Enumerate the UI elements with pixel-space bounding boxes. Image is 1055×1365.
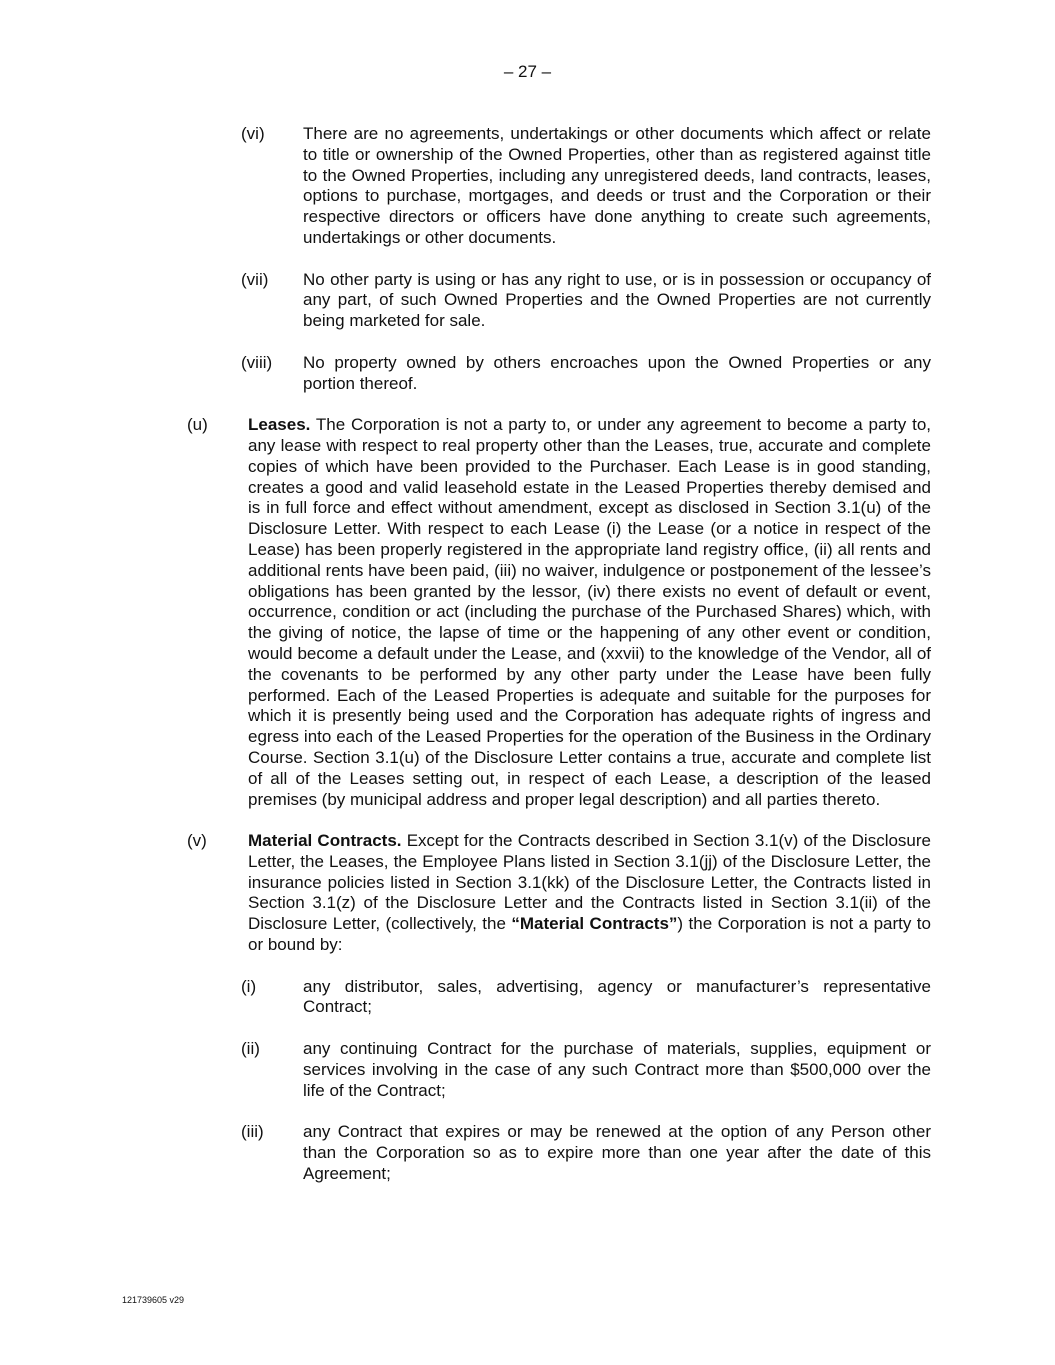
section-u-leases <box>187 415 931 810</box>
clause-text: No other party is using or has any right to use, or is in possession or occupancy of any part, of such Owned Properties and the Owned Properties are not currently being marketed for sale. <box>303 269 931 331</box>
clause-text: any distributor, sales, advertising, agency or manufacturer’s representative Contract; <box>303 976 931 1017</box>
document-body <box>0 124 1055 1205</box>
clause-ii <box>241 1039 931 1101</box>
section-text: The Corporation is not a party to, or under any agreement to become a party to, any lease with respect to real property other than the Leases, true, accurate and complete copies of which have been provided to the Purchaser. Each Lease is in good standing, creates a good and valid leasehold estate in the Leased Properties thereby demised and is in full force and effect without amendment, except as disclosed in Section 3.1(u) of the Disclosure Letter. With respect to each Lease (i) the Lease (or a notice in respect of the Lease) has been properly registered in the appropriate land registry office, (ii) all rents and additional rents have been paid, (iii) no waiver, indulgence or postponement of the lessee’s obligations has been granted by the lessor, (iv) there exists no event of default or event, occurrence, condition or act (including the purchase of the Purchased Shares) which, with the giving of notice, the lapse of time or the happening of any other event or condition, would become a default under the Lease, and (xxvii) to the knowledge of the Vendor, all of the covenants to be performed by any other party under the Lease have been fully performed. Each of the Leased Properties is adequate and suitable for the purposes for which it is presently being used and the Corporation has adequate rights of ingress and egress into each of the Leased Properties for the operation of the Business in the Ordinary Course. Section 3.1(u) of the Disclosure Letter contains a true, accurate and complete list of all of the Leases setting out, in respect of each Lease, a description of the leased premises (by municipal address and proper legal description) and all parties thereto. <box>248 415 931 809</box>
clause-vi <box>241 124 931 249</box>
section-text-end: ) the Corporation is not a party to or bound by: <box>248 914 931 955</box>
clause-marker: (iii) <box>241 1122 264 1142</box>
page-number: – 27 – <box>503 62 552 81</box>
defined-term: “Material Contracts” <box>511 914 678 934</box>
clause-text: any Contract that expires or may be renewed at the option of any Person other than the Corporation so as to expire more than one year after the date of this Agreement; <box>303 1122 931 1183</box>
clause-i <box>241 976 931 1019</box>
clause-text: No property owned by others encroaches upon the Owned Properties or any portion thereof. <box>303 352 931 393</box>
clause-text: any continuing Contract for the purchase of materials, supplies, equipment or services involving in the case of any such Contract more than $500,000 over the life of the Contract; <box>303 1039 931 1100</box>
clause-marker: (vi) <box>241 124 265 143</box>
section-marker: (u) <box>187 415 208 435</box>
clause-marker: (ii) <box>241 1039 260 1059</box>
clause-marker: (i) <box>241 976 257 996</box>
section-text: Except for the Contracts described in Section 3.1(v) of the Disclosure Letter, the Leases, the Employee Plans listed in Section 3.1(jj) of the Disclosure Letter, the insurance policies listed in Section 3.1(kk) of the Disclosure Letter, the Contracts listed in Section 3.1(z) of the Disclosure Letter and the Contracts listed in Section 3.1(ii) of the Disclosure Letter, (collectively, the <box>248 831 931 934</box>
section-heading: Leases. <box>248 415 311 435</box>
section-heading: Material Contracts. <box>248 831 402 851</box>
clause-marker: (viii) <box>241 352 273 372</box>
section-marker: (v) <box>187 831 207 851</box>
clause-vii <box>241 269 931 332</box>
document-id-footer: 121739605 v29 <box>122 1295 185 1305</box>
clause-marker: (vii) <box>241 269 269 289</box>
section-v-material-contracts <box>187 831 931 956</box>
clause-text: There are no agreements, undertakings or other documents which affect or relate to title or ownership of the Owned Properties, other than as registered against title to the Owned Properties, including any unregistered deeds, land contracts, leases, options to purchase, mortgages, and deeds or trust and the Corporation or their respective directors or officers have done anything to create such agreements, undertakings or other documents. <box>303 124 931 247</box>
clause-viii <box>241 352 931 395</box>
clause-iii <box>241 1122 931 1184</box>
